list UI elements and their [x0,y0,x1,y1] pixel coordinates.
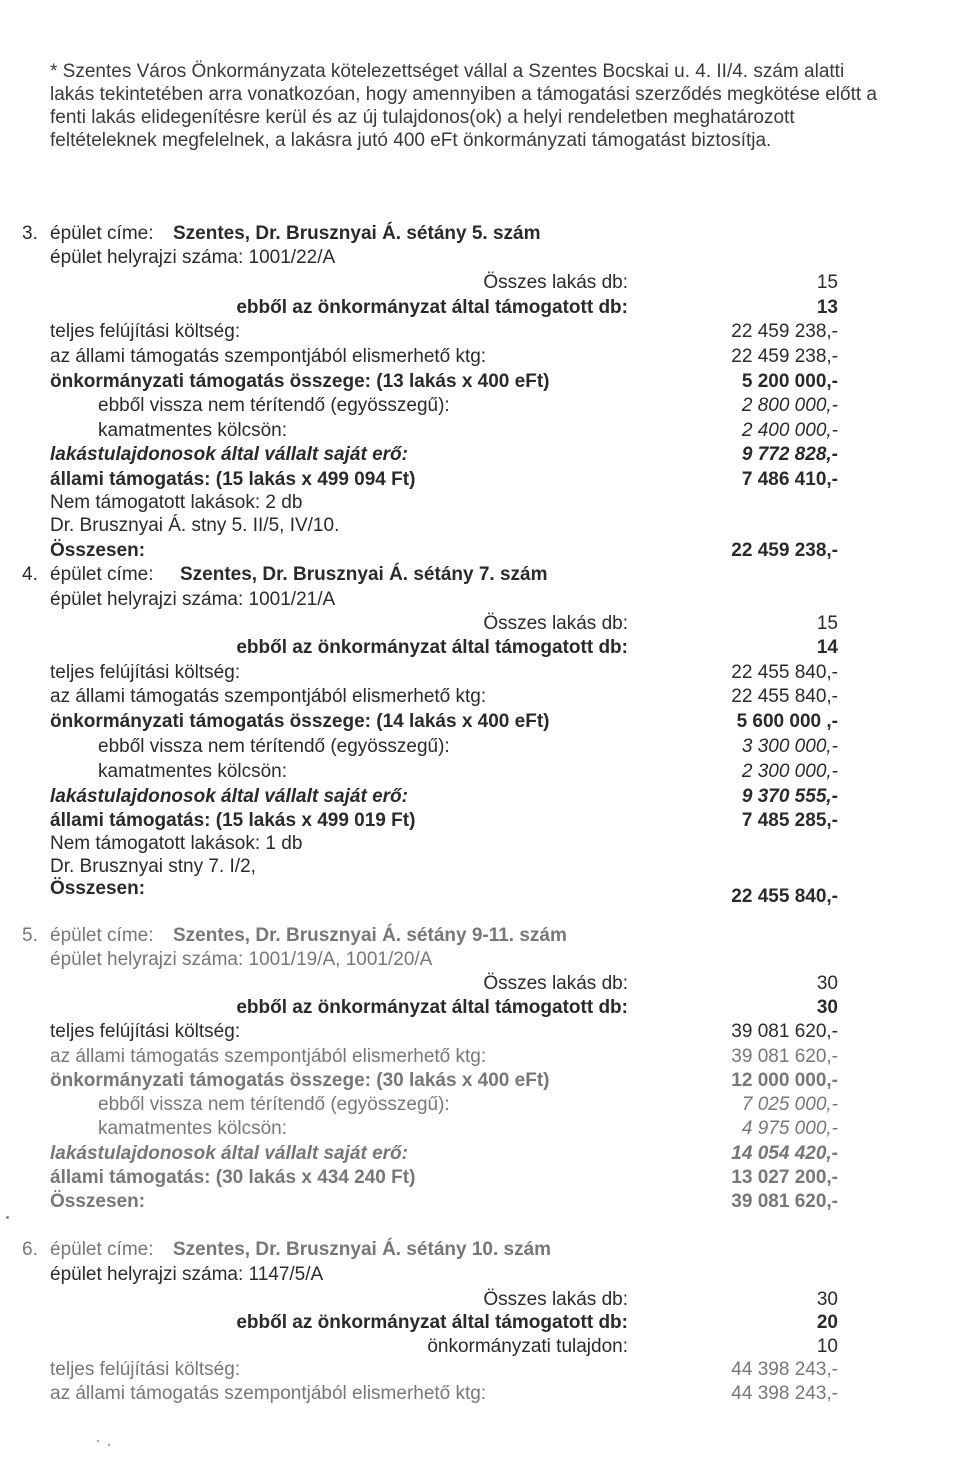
section-3-not-supported-list-row [0,514,960,538]
section-4-eligible-row [0,685,960,709]
section-4-loan-row [0,760,960,784]
footnote-paragraph: * Szentes Város Önkormányzata kötelezettséget vállal a Szentes Bocskai u. 4. II/4. szám alatti lakás tekintetében arra vonatkozóan, hogy amennyiben a támogatási szerződés megkötése előtt a fenti lakás elidegenítésre kerül és az új tulajdonos(ok) a helyi rendeletben meghatározott feltételeknek megfelelnek, a lakásra jutó 400 eFt önkormányzati támogatást biztosítja. [50,61,878,151]
section-5-eligible-row [0,1045,960,1069]
municipal-support-label: önkormányzati támogatás összege: (30 lakás x 400 eFt) [50,1070,550,1091]
supported-units-label: ebből az önkormányzat által támogatott db: [236,1312,628,1333]
loan-label: kamatmentes kölcsön: [98,420,288,441]
section-5-total-row [0,1190,960,1214]
section-4-total-units-row [0,612,960,636]
total-units-value: 30 [816,1289,838,1310]
section-3-total-units-row [0,271,960,295]
owners-contribution-label: lakástulajdonosok által vállalt saját erő: [50,1143,408,1164]
municipal-owned-value: 10 [816,1336,838,1357]
municipal-support-value: 5 200 000,- [741,371,838,392]
section-4-total-row [0,877,960,907]
address-label: épület címe: [50,925,154,946]
section-3-not-supported-row [0,491,960,515]
owners-contribution-value: 9 772 828,- [741,444,838,465]
eligible-cost-value: 22 455 840,- [731,686,838,707]
section-3-total-row [0,539,960,563]
renovation-cost-label: teljes felújítási költség: [50,662,241,683]
total-value: 22 455 840,- [731,886,838,907]
renovation-cost-label: teljes felújítási költség: [50,321,241,342]
municipal-support-value: 12 000 000,- [731,1070,838,1091]
total-value: 22 459 238,- [731,540,838,561]
eligible-cost-value: 39 081 620,- [731,1046,838,1067]
scan-speck [108,1444,110,1446]
total-label: Összesen: [50,878,146,899]
eligible-cost-label: az állami támogatás szempontjából elismerhető ktg: [50,1383,487,1404]
total-label: Összesen: [50,540,146,561]
municipal-support-label: önkormányzati támogatás összege: (13 lakás x 400 eFt) [50,371,550,392]
section-4-not-supported-list-row [0,855,960,879]
municipal-support-label: önkormányzati támogatás összege: (14 lakás x 400 eFt) [50,711,550,732]
state-support-label: állami támogatás: (30 lakás x 434 240 Ft) [50,1167,416,1188]
section-4-cost-row [0,661,960,685]
not-supported-list: Dr. Brusznyai Á. stny 5. II/5, IV/10. [50,515,340,536]
state-support-value: 7 485 285,- [741,810,838,831]
loan-value: 2 400 000,- [741,420,838,441]
total-units-value: 15 [816,272,838,293]
section-4-owners-row [0,785,960,809]
loan-value: 4 975 000,- [741,1118,838,1139]
section-5-total-units-row [0,972,960,996]
renovation-cost-value: 44 398 243,- [731,1359,838,1380]
address: Szentes, Dr. Brusznyai Á. sétány 5. szám [173,223,541,244]
state-support-label: állami támogatás: (15 lakás x 499 094 Ft) [50,469,416,490]
section-3-loan-row [0,419,960,443]
section-3-supported-row [0,296,960,320]
supported-units-label: ebből az önkormányzat által támogatott db: [236,997,628,1018]
not-supported-units: Nem támogatott lakások: 1 db [50,833,303,854]
supported-units-label: ebből az önkormányzat által támogatott db: [236,637,628,658]
supported-units-value: 13 [816,297,838,318]
state-support-value: 13 027 200,- [731,1167,838,1188]
section-6-address-row [0,1238,960,1262]
owners-contribution-value: 9 370 555,- [741,786,838,807]
owners-contribution-label: lakástulajdonosok által vállalt saját erő: [50,786,408,807]
grant-label: ebből vissza nem térítendő (egyösszegű): [98,736,450,757]
section-5-owners-row [0,1142,960,1166]
parcel-number: épület helyrajzi száma: 1001/19/A, 1001/20/A [50,949,433,970]
section-5-state-row [0,1166,960,1190]
grant-value: 2 800 000,- [741,395,838,416]
municipal-owned-label: önkormányzati tulajdon: [427,1336,628,1357]
total-units-value: 15 [816,613,838,634]
address-label: épület címe: [50,1239,154,1260]
parcel-number: épület helyrajzi száma: 1001/21/A [50,589,336,610]
total-units-label: Összes lakás db: [483,272,628,293]
grant-value: 3 300 000,- [741,736,838,757]
section-number: 5. [22,925,38,946]
address-label: épület címe: [50,223,154,244]
supported-units-value: 30 [816,997,838,1018]
owners-contribution-value: 14 054 420,- [731,1143,838,1164]
section-3-owners-row [0,443,960,467]
section-3-cost-row [0,320,960,344]
eligible-cost-label: az állami támogatás szempontjából elismerhető ktg: [50,346,487,367]
section-5-cost-row [0,1020,960,1044]
not-supported-units: Nem támogatott lakások: 2 db [50,492,303,513]
state-support-label: állami támogatás: (15 lakás x 499 019 Ft) [50,810,416,831]
section-3-address-row [0,222,960,246]
loan-label: kamatmentes kölcsön: [98,1118,288,1139]
address-label: épület címe: [50,564,154,585]
section-4-not-supported-row [0,832,960,856]
section-6-supported-row [0,1311,960,1335]
scan-speck [97,1440,99,1442]
section-3-parcel-row [0,246,960,270]
total-label: Összesen: [50,1191,146,1212]
parcel-number: épület helyrajzi száma: 1001/22/A [50,247,336,268]
section-number: 3. [22,223,38,244]
section-4-address-row [0,563,960,587]
renovation-cost-label: teljes felújítási költség: [50,1359,241,1380]
total-units-label: Összes lakás db: [483,613,628,634]
total-units-value: 30 [816,973,838,994]
address: Szentes, Dr. Brusznyai Á. sétány 9-11. szám [173,925,567,946]
eligible-cost-value: 22 459 238,- [731,346,838,367]
section-4-state-row [0,809,960,833]
section-5-loan-row [0,1117,960,1141]
total-units-label: Összes lakás db: [483,1289,628,1310]
parcel-number: épület helyrajzi száma: 1147/5/A [50,1264,324,1285]
section-3-state-row [0,468,960,492]
section-6-cost-row [0,1358,960,1382]
section-number: 6. [22,1239,38,1260]
renovation-cost-value: 22 459 238,- [731,321,838,342]
loan-value: 2 300 000,- [741,761,838,782]
section-6-total-units-row [0,1288,960,1312]
eligible-cost-label: az állami támogatás szempontjából elismerhető ktg: [50,686,487,707]
section-5-grant-row [0,1093,960,1117]
section-5-parcel-row [0,948,960,972]
eligible-cost-label: az állami támogatás szempontjából elismerhető ktg: [50,1046,487,1067]
eligible-cost-value: 44 398 243,- [731,1383,838,1404]
not-supported-list: Dr. Brusznyai stny 7. I/2, [50,856,256,877]
section-5-supported-row [0,996,960,1020]
grant-label: ebből vissza nem térítendő (egyösszegű): [98,395,450,416]
loan-label: kamatmentes kölcsön: [98,761,288,782]
supported-units-label: ebből az önkormányzat által támogatott db: [236,297,628,318]
municipal-support-value: 5 600 000 ,- [736,711,838,732]
section-5-municipal-row [0,1069,960,1093]
renovation-cost-value: 22 455 840,- [731,662,838,683]
total-value: 39 081 620,- [731,1191,838,1212]
grant-value: 7 025 000,- [741,1094,838,1115]
section-number: 4. [22,564,38,585]
section-3-eligible-row [0,345,960,369]
address: Szentes, Dr. Brusznyai Á. sétány 7. szám [180,564,548,585]
section-3-municipal-row [0,370,960,394]
section-3-grant-row [0,394,960,418]
section-4-grant-row [0,735,960,759]
section-4-municipal-row [0,710,960,734]
section-4-supported-row [0,636,960,660]
section-6-parcel-row [0,1263,960,1287]
grant-label: ebből vissza nem térítendő (egyösszegű): [98,1094,450,1115]
section-6-owned-row [0,1335,960,1359]
renovation-cost-value: 39 081 620,- [731,1021,838,1042]
state-support-value: 7 486 410,- [741,469,838,490]
scan-speck [6,1216,9,1219]
address: Szentes, Dr. Brusznyai Á. sétány 10. szám [173,1239,552,1260]
supported-units-value: 20 [816,1312,838,1333]
supported-units-value: 14 [816,637,838,658]
total-units-label: Összes lakás db: [483,973,628,994]
section-5-address-row [0,924,960,948]
section-6-eligible-row [0,1382,960,1406]
renovation-cost-label: teljes felújítási költség: [50,1021,241,1042]
section-4-parcel-row [0,588,960,612]
owners-contribution-label: lakástulajdonosok által vállalt saját erő: [50,444,408,465]
